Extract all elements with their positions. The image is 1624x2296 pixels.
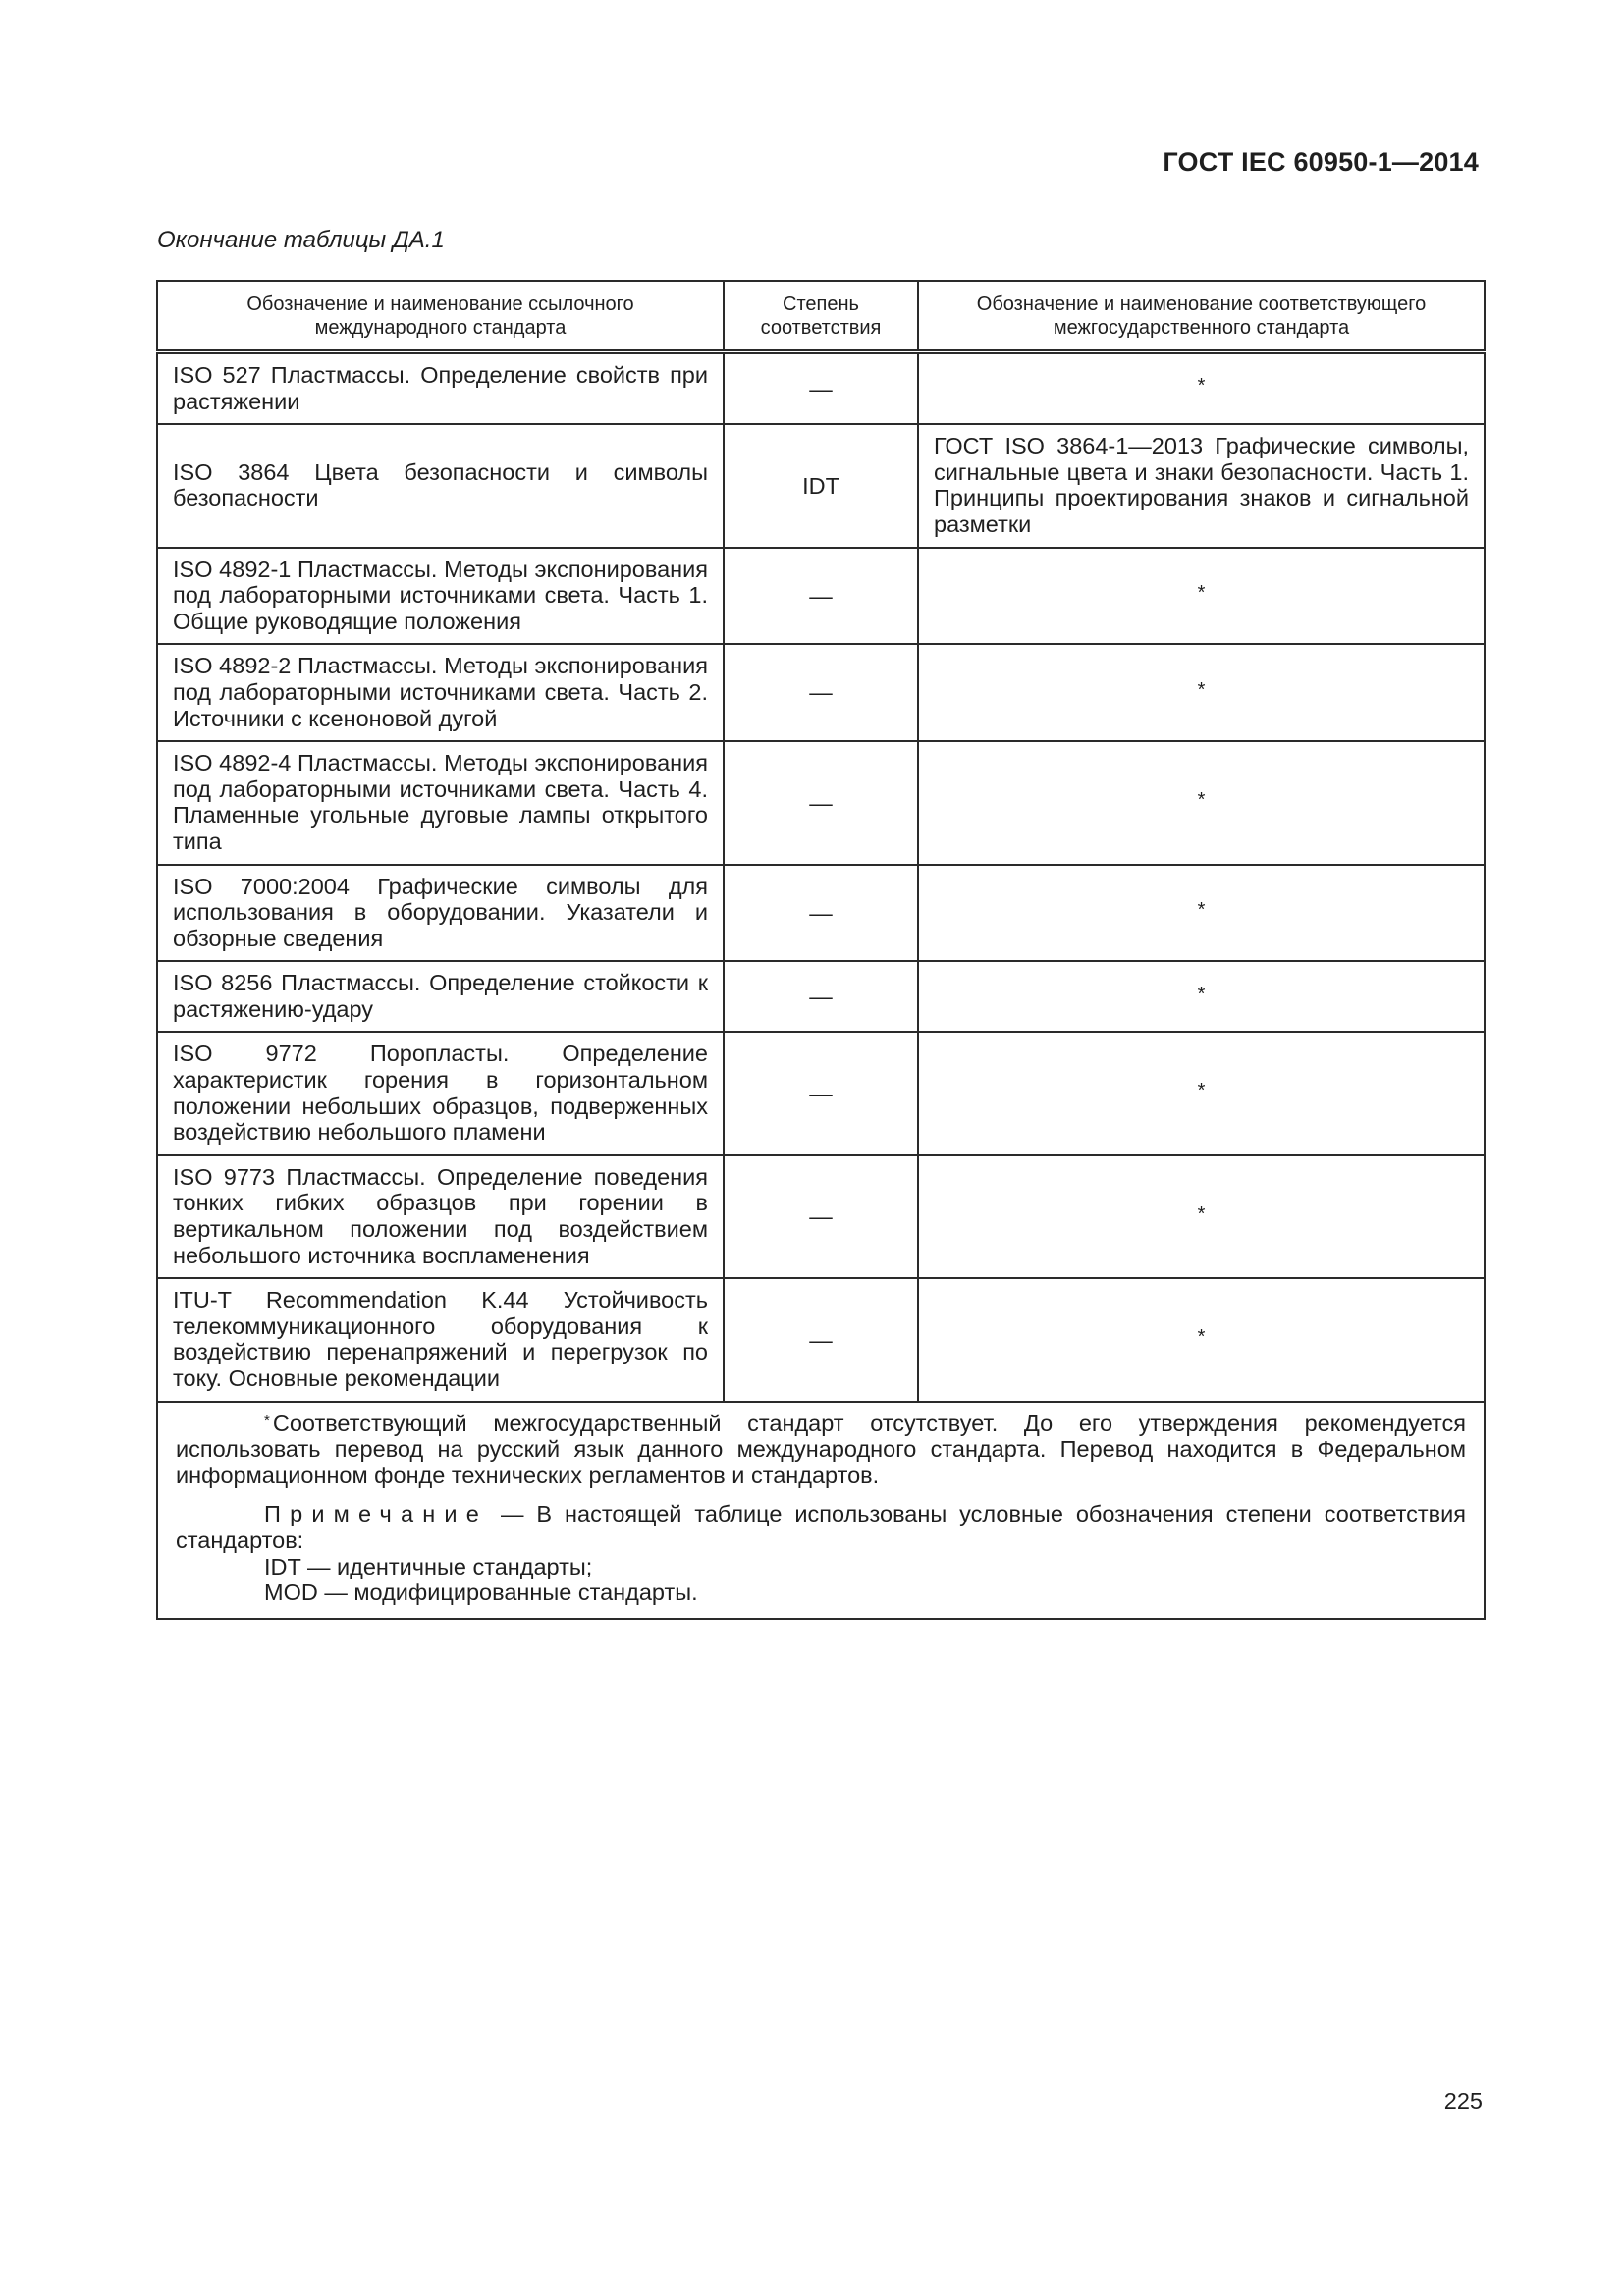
- interstate-standard-cell: [918, 644, 1485, 741]
- degree-cell: —: [724, 741, 918, 864]
- column-header-reference-standard: Обозначение и наименование ссылочного международного стандарта: [157, 281, 724, 352]
- reference-standard-cell: ISO 8256 Пластмассы. Определение стойкости к растяжению-удару: [157, 961, 724, 1032]
- degree-cell: —: [724, 352, 918, 425]
- reference-standard-cell: ISO 9773 Пластмассы. Определение поведения тонких гибких образцов при горении в вертикальном положении под воздействием небольшого источника воспламенения: [157, 1155, 724, 1278]
- footnote-asterisk: *: [1197, 375, 1206, 398]
- footnote-asterisk: *: [1197, 1326, 1206, 1349]
- interstate-standard-cell: [918, 1032, 1485, 1154]
- footnote-asterisk: *: [1197, 1080, 1206, 1102]
- interstate-standard-cell: [918, 961, 1485, 1032]
- footnote-text: [176, 1411, 1466, 1489]
- reference-standard-cell: ISO 4892-2 Пластмассы. Методы экспонирования под лабораторными источниками света. Часть 2. Источники с ксеноновой дугой: [157, 644, 724, 741]
- footnote-asterisk: *: [1197, 983, 1206, 1005]
- document-code: ГОСТ IEC 60950-1—2014: [1163, 147, 1479, 177]
- footnote-cell: [157, 1402, 1485, 1619]
- table-row: [157, 865, 1485, 962]
- table-row: [157, 741, 1485, 864]
- footnote-asterisk: *: [1197, 789, 1206, 812]
- table-row: [157, 1278, 1485, 1401]
- table-row: [157, 1032, 1485, 1154]
- interstate-standard-cell: [918, 1155, 1485, 1278]
- table-row: [157, 644, 1485, 741]
- reference-standard-cell: ISO 527 Пластмассы. Определение свойств при растяжении: [157, 352, 724, 425]
- interstate-standard-cell: [918, 352, 1485, 425]
- table-row: [157, 961, 1485, 1032]
- table-caption: Окончание таблицы ДА.1: [157, 227, 445, 253]
- degree-cell: —: [724, 1278, 918, 1401]
- table-row: [157, 352, 1485, 425]
- degree-cell: —: [724, 865, 918, 962]
- footnote-asterisk: *: [1197, 678, 1206, 701]
- note-label: Примечание: [264, 1501, 489, 1527]
- footnote-row: [157, 1402, 1485, 1619]
- column-header-interstate-standard: Обозначение и наименование соответствующего межгосударственного стандарта: [918, 281, 1485, 352]
- note-item-idt: IDT — идентичные стандарты;: [264, 1553, 593, 1579]
- table-note: [176, 1501, 1466, 1553]
- interstate-standard-cell: [918, 548, 1485, 645]
- note-text: — В настоящей таблице использованы условные обозначения степени соответствия стандартов:: [176, 1501, 1466, 1553]
- reference-standard-cell: ISO 7000:2004 Графические символы для использования в оборудовании. Указатели и обзорные сведения: [157, 865, 724, 962]
- page-number: 225: [1443, 2088, 1483, 2113]
- degree-cell: —: [724, 961, 918, 1032]
- reference-standard-cell: ISO 4892-1 Пластмассы. Методы экспонирования под лабораторными источниками света. Часть 1. Общие руководящие положения: [157, 548, 724, 645]
- table-row: [157, 1155, 1485, 1278]
- table-row: [157, 424, 1485, 547]
- table-row: [157, 548, 1485, 645]
- reference-standard-cell: ISO 9772 Поропласты. Определение характеристик горения в горизонтальном положении небольших образцов, подверженных воздействию небольшого пламени: [157, 1032, 724, 1154]
- interstate-standard-cell: [918, 865, 1485, 962]
- reference-standard-cell: ISO 3864 Цвета безопасности и символы безопасности: [157, 424, 724, 547]
- footnote-mark: *: [264, 1412, 270, 1429]
- degree-cell: IDT: [724, 424, 918, 547]
- interstate-standard-cell: [918, 741, 1485, 864]
- degree-cell: —: [724, 644, 918, 741]
- footnote-asterisk: *: [1197, 1202, 1206, 1225]
- reference-standard-cell: ITU-T Recommendation K.44 Устойчивость телекоммуникационного оборудования к воздействию перенапряжений и перегрузок по току. Основные рекомендации: [157, 1278, 724, 1401]
- interstate-standard-cell: ГОСТ ISO 3864-1—2013 Графические символы, сигнальные цвета и знаки безопасности. Часть 1. Принципы проектирования знаков и сигнальной разметки: [918, 424, 1485, 547]
- degree-cell: —: [724, 548, 918, 645]
- column-header-degree: Степень соответствия: [724, 281, 918, 352]
- degree-cell: —: [724, 1032, 918, 1154]
- note-item-mod: MOD — модифицированные стандарты.: [264, 1579, 698, 1606]
- interstate-standard-cell: [918, 1278, 1485, 1401]
- reference-standard-cell: ISO 4892-4 Пластмассы. Методы экспонирования под лабораторными источниками света. Часть 4. Пламенные угольные дуговые лампы открытого типа: [157, 741, 724, 864]
- degree-cell: —: [724, 1155, 918, 1278]
- reference-standards-table: [156, 280, 1486, 1620]
- footnote-asterisk: *: [1197, 899, 1206, 922]
- footnote-asterisk: *: [1197, 582, 1206, 605]
- footnote-body: Соответствующий межгосударственный стандарт отсутствует. До его утверждения рекомендуется использовать перевод на русский язык данного международного стандарта. Перевод находится в Федеральном информационном фонде технических регламентов и стандартов.: [176, 1410, 1466, 1488]
- table-header-row: [157, 281, 1485, 352]
